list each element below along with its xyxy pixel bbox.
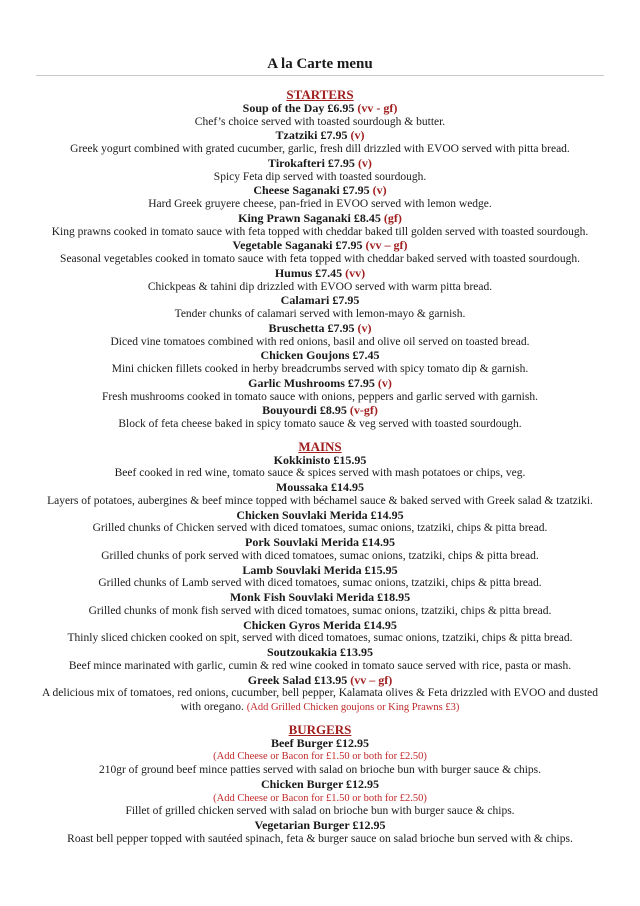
item-name: Monk Fish Souvlaki Merida £18.95 <box>229 590 411 604</box>
item-title <box>0 239 640 253</box>
item-description <box>0 687 640 715</box>
menu-item <box>0 349 640 377</box>
menu-item <box>0 129 640 157</box>
menu-item <box>0 239 640 267</box>
dietary-tag: (vv) <box>345 265 366 280</box>
add-on-note: (Add Cheese or Bacon for £1.50 or both for £2.50) <box>213 751 427 763</box>
item-title <box>0 129 640 143</box>
dietary-tag: (v) <box>372 183 387 198</box>
menu-body <box>0 88 640 847</box>
item-name: Pork Souvlaki Merida £14.95 <box>244 535 395 549</box>
menu-item <box>0 591 640 619</box>
item-description-text: A delicious mix of tomatoes, red onions, cucumber, bell pepper, Kalamata olives & Feta drizzled with EVOO and dusted with oregano. <box>41 687 599 713</box>
item-name: Kokkinisto £15.95 <box>273 452 367 467</box>
menu-item <box>0 819 640 847</box>
item-name: Humus £7.45 <box>274 265 343 280</box>
menu-item <box>0 377 640 405</box>
dietary-tag: (vv - gf) <box>357 100 398 115</box>
item-title <box>0 157 640 171</box>
section-heading-mains: MAINS <box>298 438 342 454</box>
mains-section <box>0 440 640 715</box>
item-description: Grilled chunks of Lamb served with diced tomatoes, sumac onions, tzatziki, chips & pitta bread. <box>98 577 542 590</box>
add-on-note: (Add Cheese or Bacon for £1.50 or both for £2.50) <box>213 792 427 804</box>
menu-item <box>0 674 640 715</box>
item-description: Grilled chunks of monk fish served with diced tomatoes, sumac onions, tzatziki, chips & pitta bread. <box>88 604 552 617</box>
item-name: Calamari £7.95 <box>280 293 360 308</box>
menu-item <box>0 212 640 240</box>
item-description: Block of feta cheese baked in spicy tomato sauce & veg served with toasted sourdough. <box>118 418 522 430</box>
menu-item <box>0 102 640 130</box>
item-title <box>0 674 640 688</box>
item-name: Bruschetta £7.95 <box>268 320 355 335</box>
dietary-tag: (gf) <box>383 210 402 225</box>
item-name: Chicken Gyros Merida £14.95 <box>243 617 397 632</box>
burgers-section <box>0 723 640 847</box>
section-heading-starters: STARTERS <box>286 87 354 102</box>
item-name: Garlic Mushrooms £7.95 <box>248 375 375 390</box>
item-name: Vegetable Saganaki £7.95 <box>232 238 363 253</box>
menu-item <box>0 294 640 322</box>
item-description: Seasonal vegetables cooked in tomato sauce with feta topped with cheddar baked served with toasted sourdough. <box>60 253 580 265</box>
item-title <box>0 212 640 226</box>
item-name: Bouyourdi £8.95 <box>262 403 347 418</box>
item-description: Beef mince marinated with garlic, cumin & red wine cooked in tomato sauce served with rice, pasta or mash. <box>68 659 572 672</box>
page-title: A la Carte menu <box>267 56 373 72</box>
dietary-tag: (v) <box>357 320 372 335</box>
item-name: Soutzoukakia £13.95 <box>266 645 374 659</box>
item-description: Hard Greek gruyere cheese, pan-fried in EVOO served with lemon wedge. <box>148 198 492 210</box>
item-description: 210gr of ground beef mince patties served with salad on brioche bun with burger sauce & chips. <box>98 764 542 776</box>
add-on-note: (Add Grilled Chicken goujons or King Prawns £3) <box>246 702 460 713</box>
item-title <box>0 404 640 418</box>
item-name: Tzatziki £7.95 <box>275 128 348 143</box>
item-name: Chicken Burger £12.95 <box>260 776 380 791</box>
item-name: Tirokafteri £7.95 <box>268 155 355 170</box>
item-description: Grilled chunks of Chicken served with diced tomatoes, sumac onions, tzatziki, chips & pitta bread. <box>92 522 548 535</box>
starters-section <box>0 88 640 432</box>
item-description: Greek yogurt combined with grated cucumber, garlic, fresh dill drizzled with EVOO served with pitta bread. <box>70 143 570 155</box>
dietary-tag: (v) <box>377 375 392 390</box>
dietary-tag: (vv – gf) <box>365 238 408 253</box>
item-description: Thinly sliced chicken cooked on spit, served with diced tomatoes, sumac onions, tzatziki, chips & pitta bread. <box>67 632 573 645</box>
menu-item <box>0 404 640 432</box>
item-title <box>0 322 640 336</box>
section-heading-burgers: BURGERS <box>288 721 352 737</box>
menu-item <box>0 737 640 778</box>
item-name: King Prawn Saganaki £8.45 <box>238 210 381 225</box>
item-name: Cheese Saganaki £7.95 <box>253 183 370 198</box>
item-description: Mini chicken fillets cooked in herby breadcrumbs served with spicy tomato dip & garnish. <box>111 363 529 375</box>
item-description: Fillet of grilled chicken served with salad on brioche bun with burger sauce & chips. <box>125 805 515 818</box>
item-description: Fresh mushrooms cooked in tomato sauce with onions, peppers and garlic served with garnish. <box>102 390 538 403</box>
item-name: Vegetarian Burger £12.95 <box>254 818 386 832</box>
item-description: Chef’s choice served with toasted sourdough & butter. <box>194 115 446 128</box>
item-description: Tender chunks of calamari served with lemon-mayo & garnish. <box>174 308 466 320</box>
item-name: Chicken Souvlaki Merida £14.95 <box>236 507 404 522</box>
dietary-tag: (v-gf) <box>349 403 378 418</box>
item-description: Layers of potatoes, aubergines & beef mince topped with béchamel sauce & baked served with Greek salad & tzatziki. <box>47 494 593 507</box>
item-name: Lamb Souvlaki Merida £15.95 <box>242 562 398 577</box>
item-name: Moussaka £14.95 <box>275 480 364 494</box>
item-title <box>0 349 640 363</box>
item-title <box>0 184 640 198</box>
item-description: Grilled chunks of pork served with diced tomatoes, sumac onions, tzatziki, chips & pitta bread. <box>101 549 539 562</box>
item-description: Roast bell pepper topped with sautéed spinach, feta & burger sauce on salad brioche bun served with & chips. <box>67 832 573 845</box>
menu-item <box>0 564 640 592</box>
menu-item <box>0 322 640 350</box>
item-title <box>0 102 640 116</box>
menu-item <box>0 481 640 509</box>
item-name: Beef Burger £12.95 <box>270 735 370 750</box>
menu-item <box>0 778 640 819</box>
menu-item <box>0 157 640 185</box>
item-name: Soup of the Day £6.95 <box>242 100 355 115</box>
item-title <box>0 377 640 391</box>
item-title <box>0 294 640 308</box>
dietary-tag: (vv – gf) <box>350 672 393 687</box>
item-name: Chicken Goujons £7.45 <box>260 348 380 363</box>
item-description: King prawns cooked in tomato sauce with feta topped with cheddar baked till golden served with toasted sourdough. <box>51 225 589 238</box>
dietary-tag: (v) <box>350 128 365 143</box>
title-divider <box>36 75 604 76</box>
menu-item <box>0 619 640 647</box>
menu-item <box>0 536 640 564</box>
item-description: Beef cooked in red wine, tomato sauce & spices served with mash potatoes or chips, veg. <box>114 467 526 480</box>
menu-item <box>0 646 640 674</box>
item-description: Chickpeas & tahini dip drizzled with EVOO served with warm pitta bread. <box>147 280 493 293</box>
menu-item <box>0 267 640 295</box>
item-name: Greek Salad £13.95 <box>247 672 348 687</box>
item-title <box>0 267 640 281</box>
menu-item <box>0 184 640 212</box>
item-description: Diced vine tomatoes combined with red onions, basil and olive oil served on toasted bread. <box>110 335 530 348</box>
menu-item <box>0 454 640 482</box>
menu-item <box>0 509 640 537</box>
dietary-tag: (v) <box>357 155 372 170</box>
item-description: Spicy Feta dip served with toasted sourdough. <box>213 170 427 183</box>
